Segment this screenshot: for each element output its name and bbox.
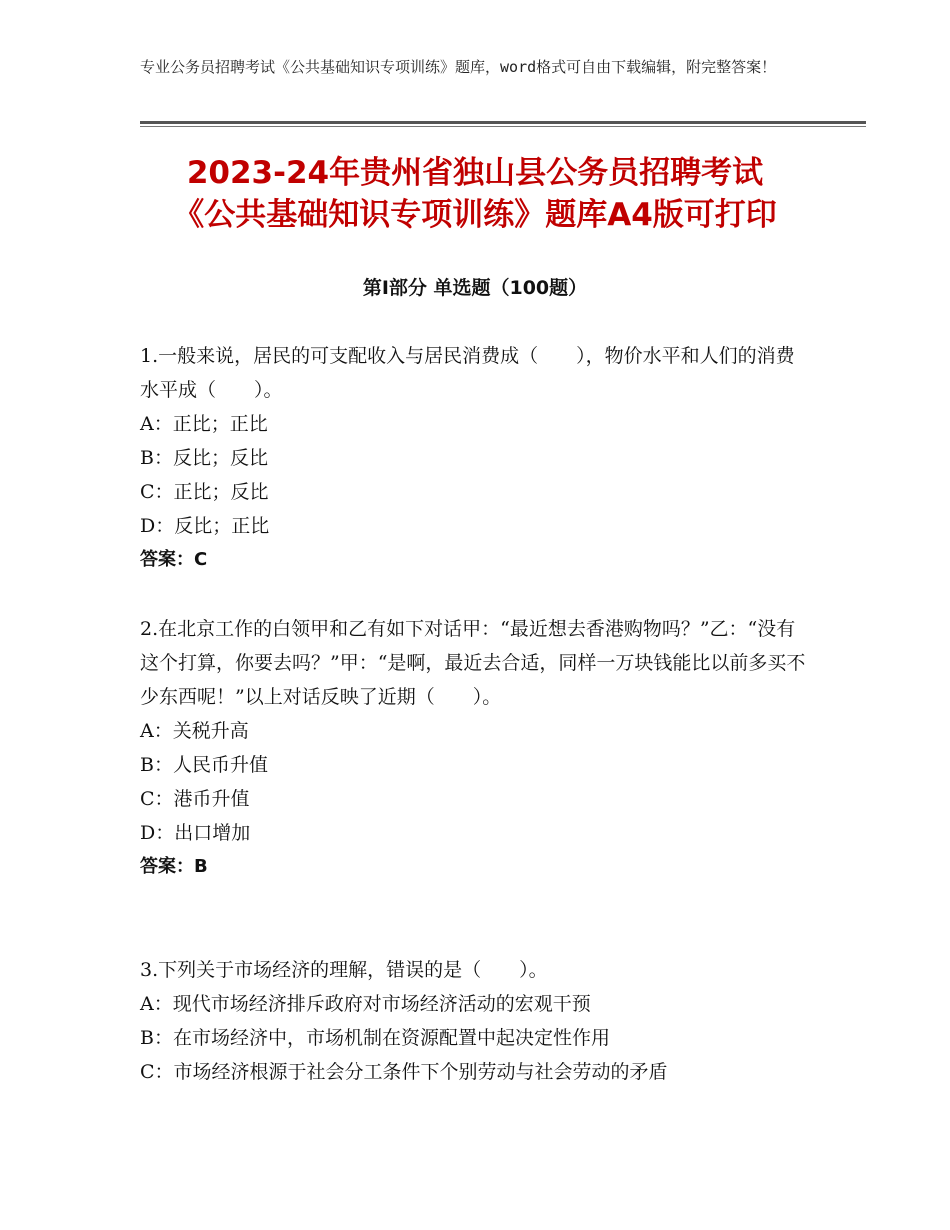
option-c: C：港币升值 — [140, 788, 250, 810]
option-a: A：正比；正比 — [140, 413, 268, 435]
option-c: C：正比；反比 — [140, 481, 269, 503]
header-note: 专业公务员招聘考试《公共基础知识专项训练》题库，word格式可自由下载编辑，附完整答案！ — [140, 58, 777, 76]
option-d: D：出口增加 — [140, 822, 251, 844]
option-c: C：市场经济根源于社会分工条件下个别劳动与社会劳动的矛盾 — [140, 1061, 668, 1083]
question-2 — [140, 612, 810, 884]
question-1 — [140, 339, 810, 577]
section-title: 第Ⅰ部分 单选题（100题） — [362, 277, 588, 299]
option-b: B：人民币升值 — [140, 754, 268, 776]
option-b: B：在市场经济中，市场机制在资源配置中起决定性作用 — [140, 1027, 610, 1049]
option-a: A：现代市场经济排斥政府对市场经济活动的宏观干预 — [140, 993, 591, 1015]
question-stem: 1.一般来说，居民的可支配收入与居民消费成（ ），物价水平和人们的消费水平成（ ）。 — [140, 345, 795, 401]
document-title-line-1: 2023-24年贵州省独山县公务员招聘考试 — [186, 155, 764, 191]
header-divider-thick — [140, 121, 866, 124]
question-stem: 3.下列关于市场经济的理解，错误的是（ ）。 — [140, 959, 548, 981]
question-stem: 2.在北京工作的白领甲和乙有如下对话甲：“最近想去香港购物吗？”乙：“没有这个打算，你要去吗？”甲：“是啊，最近去合适，同样一万块钱能比以前多买不少东西呢！”以上对话反映了近期（ ）。 — [140, 618, 806, 708]
question-3 — [140, 953, 810, 1089]
document-title — [100, 152, 850, 236]
answer: 答案：B — [140, 856, 208, 877]
option-b: B：反比；反比 — [140, 447, 268, 469]
document-title-line-2: 《公共基础知识专项训练》题库A4版可打印 — [173, 197, 777, 233]
option-a: A：关税升高 — [140, 720, 249, 742]
header-divider-thin — [140, 126, 866, 127]
option-d: D：反比；正比 — [140, 515, 270, 537]
answer: 答案：C — [140, 549, 208, 570]
